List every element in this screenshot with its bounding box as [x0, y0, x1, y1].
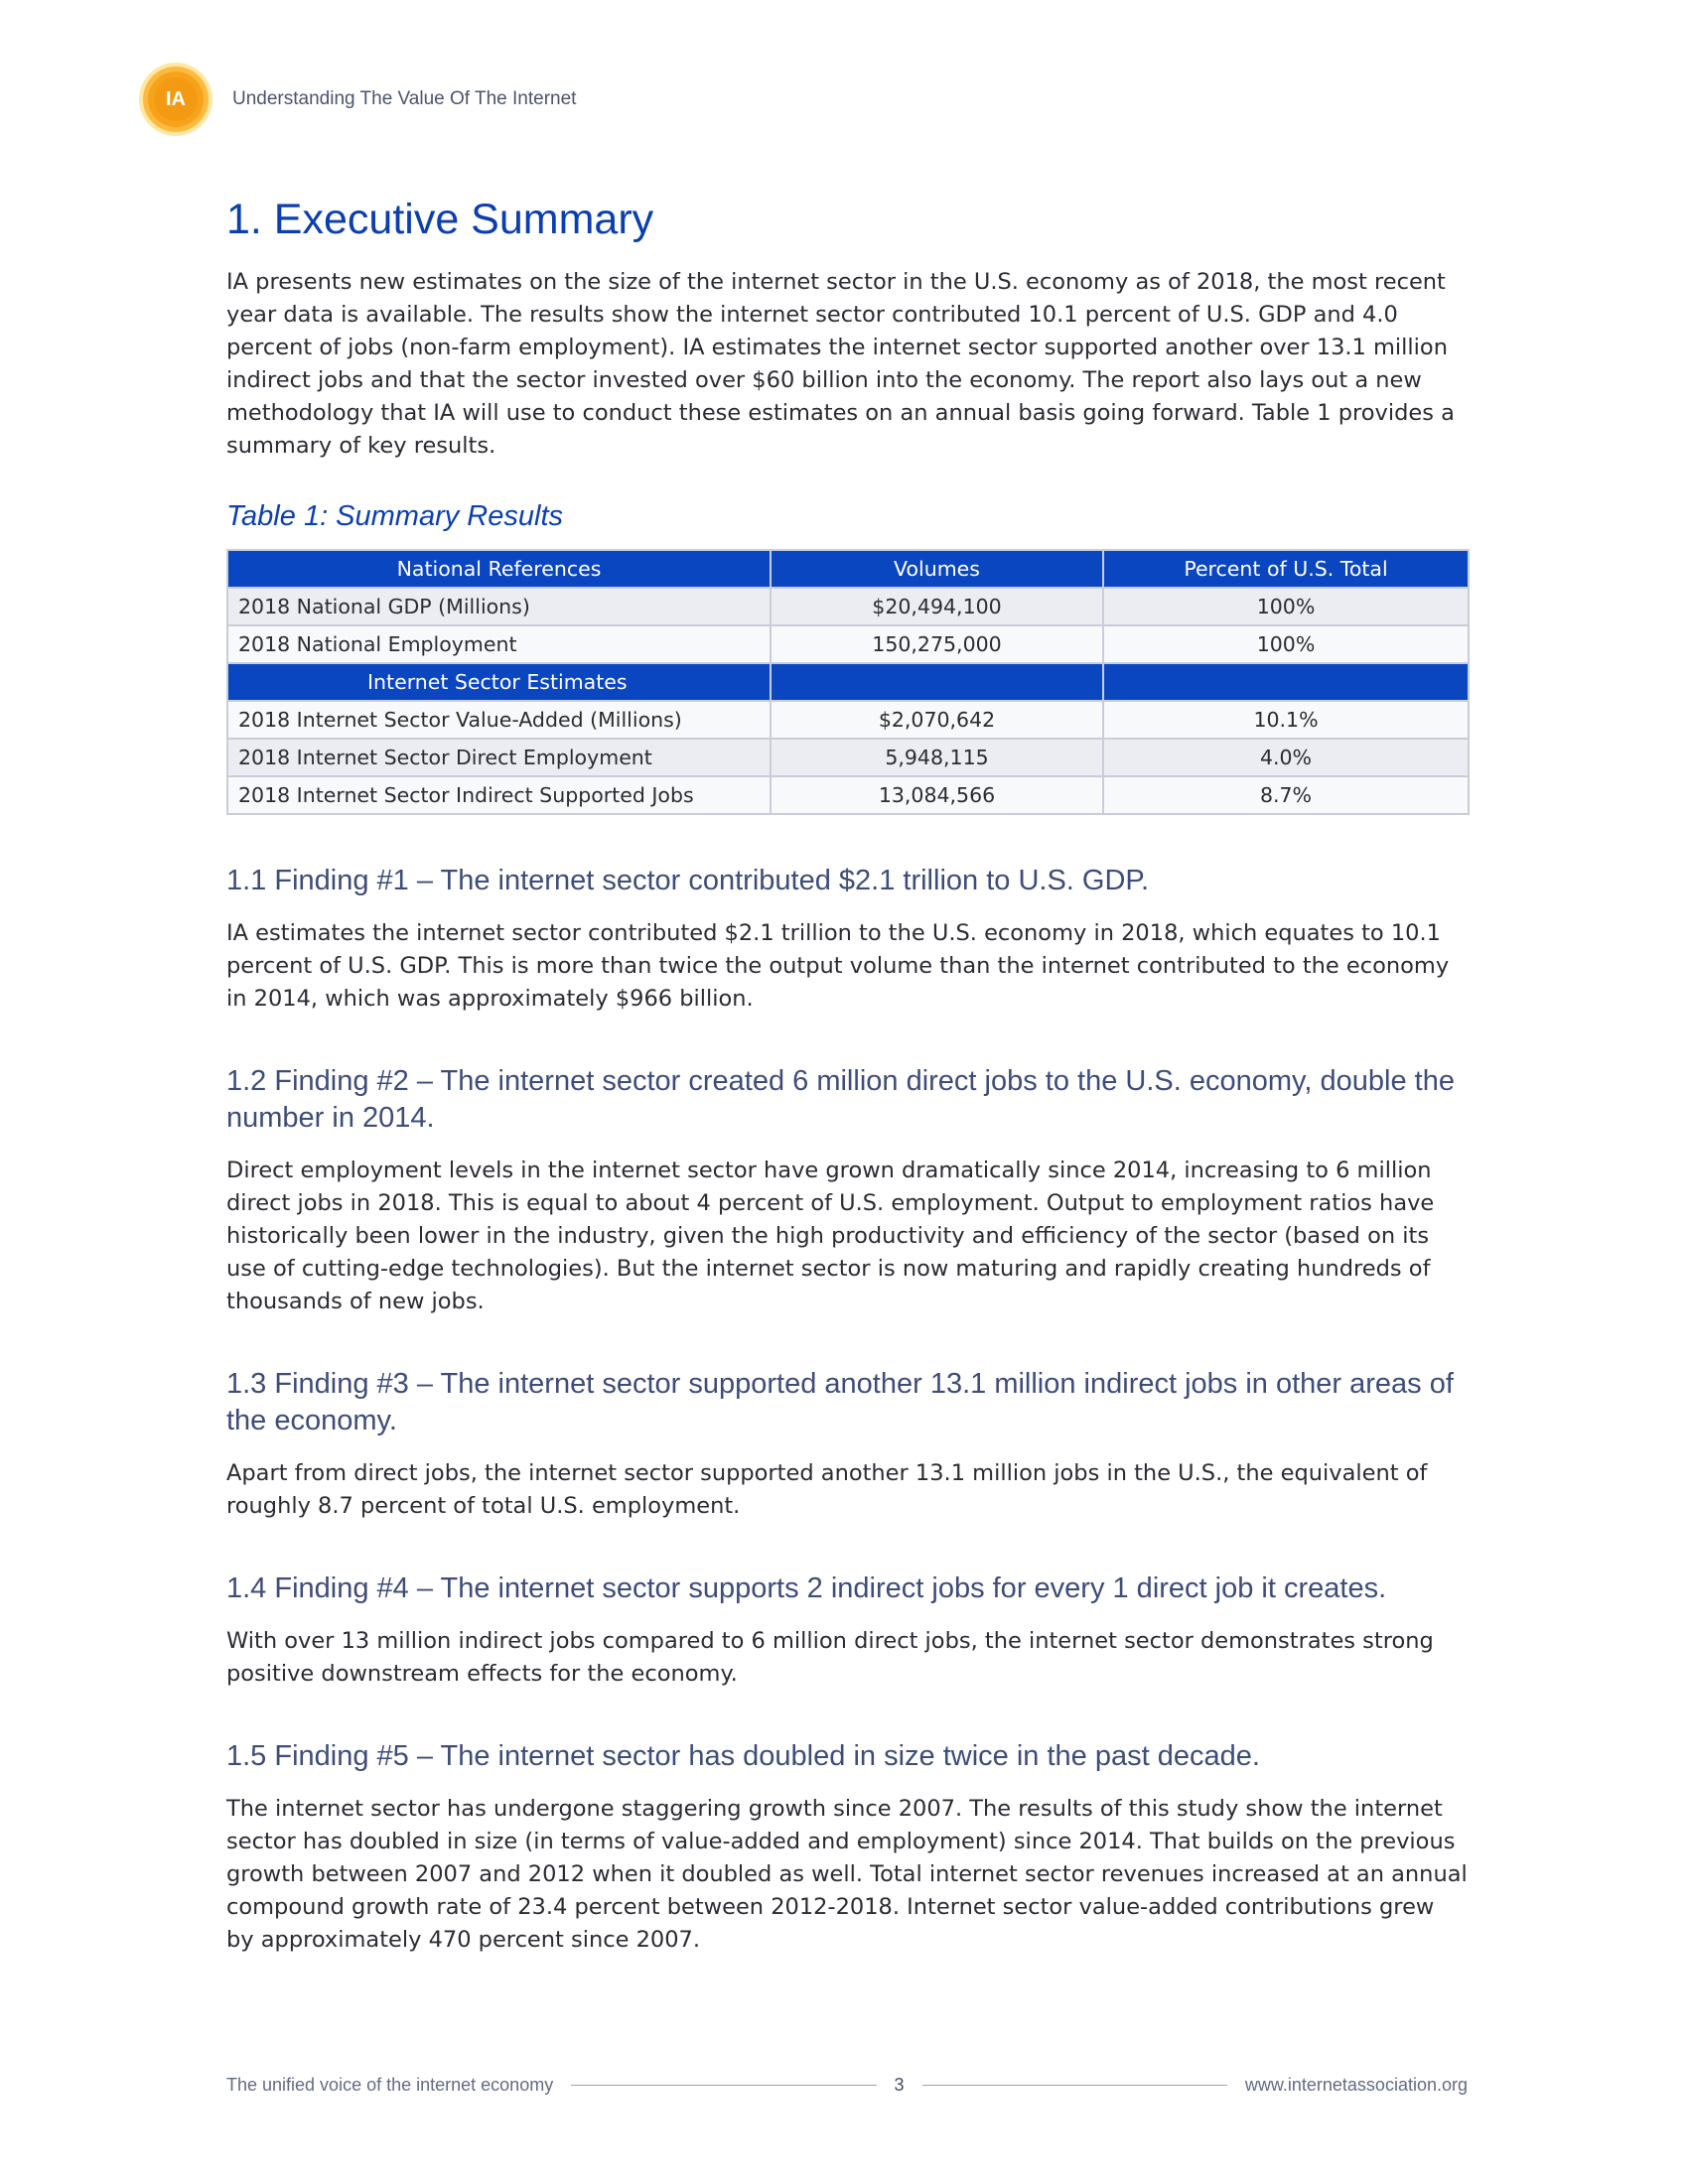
- table-cell: 100%: [1103, 625, 1469, 663]
- table-cell: $20,494,100: [771, 588, 1103, 625]
- finding-heading: 1.3 Finding #3 – The internet sector supported another 13.1 million indirect jobs in other areas of the economy.: [226, 1367, 1454, 1436]
- table-subheader-row: [227, 663, 1469, 701]
- table-cell: 2018 National Employment: [227, 625, 771, 663]
- table-row: [227, 588, 1469, 625]
- footer-divider: [571, 2085, 876, 2086]
- table-row: [227, 625, 1469, 663]
- intro-paragraph: IA presents new estimates on the size of the internet sector in the U.S. economy as of 2018, the most recent year data is available. The results show the internet sector contributed 10.1 percent of U.S. GDP and 4.0 percent of jobs (non-farm employment). IA estimates the internet sector supported another over 13.1 million indirect jobs and that the sector invested over $60 billion into the economy. The report also lays out a new methodology that IA will use to conduct these estimates on an annual basis going forward. Table 1 provides a summary of key results.: [226, 268, 1455, 459]
- document-title: Understanding The Value Of The Internet: [232, 88, 577, 109]
- finding-paragraph: IA estimates the internet sector contributed $2.1 trillion to the U.S. economy in 2018, which equates to 10.1 percent of U.S. GDP. This is more than twice the output volume than the internet contributed to the economy in 2014, which was approximately $966 billion.: [226, 919, 1450, 1012]
- table-row: [227, 776, 1469, 814]
- column-header: Percent of U.S. Total: [1103, 550, 1469, 588]
- table-cell: 10.1%: [1103, 701, 1469, 739]
- logo-text: IA: [166, 87, 186, 110]
- table-cell: 150,275,000: [771, 625, 1103, 663]
- table-cell: 5,948,115: [771, 739, 1103, 776]
- finding-heading: 1.1 Finding #1 – The internet sector contributed $2.1 trillion to U.S. GDP.: [226, 864, 1150, 896]
- table-row: [227, 701, 1469, 739]
- finding-heading: 1.5 Finding #5 – The internet sector has doubled in size twice in the past decade.: [226, 1739, 1260, 1772]
- footer-tagline: The unified voice of the internet economy: [226, 2075, 554, 2095]
- table-cell: 2018 National GDP (Millions): [227, 588, 771, 625]
- table-header-row: [227, 550, 1469, 588]
- table-cell: 2018 Internet Sector Direct Employment: [227, 739, 771, 776]
- table-cell: [1103, 663, 1469, 701]
- finding-paragraph: The internet sector has undergone staggering growth since 2007. The results of this study show the internet sector has doubled in size (in terms of value-added and employment) since 2014. That builds on the previous growth between 2007 and 2012 when it doubled as well. Total internet sector revenues increased at an annual compound growth rate of 23.4 percent between 2012-2018. Internet sector value-added contributions grew by approximately 470 percent since 2007.: [226, 1795, 1468, 1953]
- column-header: National References: [227, 550, 771, 588]
- table-row: [227, 739, 1469, 776]
- section-title: 1. Executive Summary: [226, 196, 654, 243]
- finding-paragraph: With over 13 million indirect jobs compared to 6 million direct jobs, the internet sector demonstrates strong positive downstream effects for the economy.: [226, 1627, 1434, 1687]
- table-cell: 8.7%: [1103, 776, 1469, 814]
- table-cell: 2018 Internet Sector Indirect Supported Jobs: [227, 776, 771, 814]
- column-header: Volumes: [771, 550, 1103, 588]
- table-cell: $2,070,642: [771, 701, 1103, 739]
- table-cell: 2018 Internet Sector Value-Added (Millions): [227, 701, 771, 739]
- page-number: 3: [894, 2075, 905, 2095]
- summary-table: [226, 549, 1470, 815]
- footer-divider: [922, 2085, 1227, 2086]
- finding-heading: 1.2 Finding #2 – The internet sector created 6 million direct jobs to the U.S. economy, double the number in 2014.: [226, 1064, 1455, 1134]
- finding-paragraph: Direct employment levels in the internet sector have grown dramatically since 2014, increasing to 6 million direct jobs in 2018. This is equal to about 4 percent of U.S. employment. Output to employment ratios have historically been lower in the industry, given the high productivity and efficiency of the sector (based on its use of cutting-edge technologies). But the internet sector is now maturing and rapidly creating hundreds of thousands of new jobs.: [226, 1157, 1435, 1314]
- page-header: [137, 60, 576, 139]
- table-cell: 100%: [1103, 588, 1469, 625]
- table-cell: 4.0%: [1103, 739, 1469, 776]
- main-content: [226, 195, 1468, 1957]
- table-subheader: Internet Sector Estimates: [227, 663, 771, 701]
- table-cell: 13,084,566: [771, 776, 1103, 814]
- footer-url: www.internetassociation.org: [1244, 2075, 1468, 2095]
- ia-logo: [137, 61, 214, 138]
- page-footer: [226, 2075, 1468, 2096]
- table-cell: [771, 663, 1103, 701]
- finding-paragraph: Apart from direct jobs, the internet sector supported another 13.1 million jobs in the U.S., the equivalent of roughly 8.7 percent of total U.S. employment.: [226, 1459, 1428, 1519]
- table-caption: Table 1: Summary Results: [226, 499, 564, 532]
- finding-heading: 1.4 Finding #4 – The internet sector supports 2 indirect jobs for every 1 direct job it creates.: [226, 1571, 1387, 1604]
